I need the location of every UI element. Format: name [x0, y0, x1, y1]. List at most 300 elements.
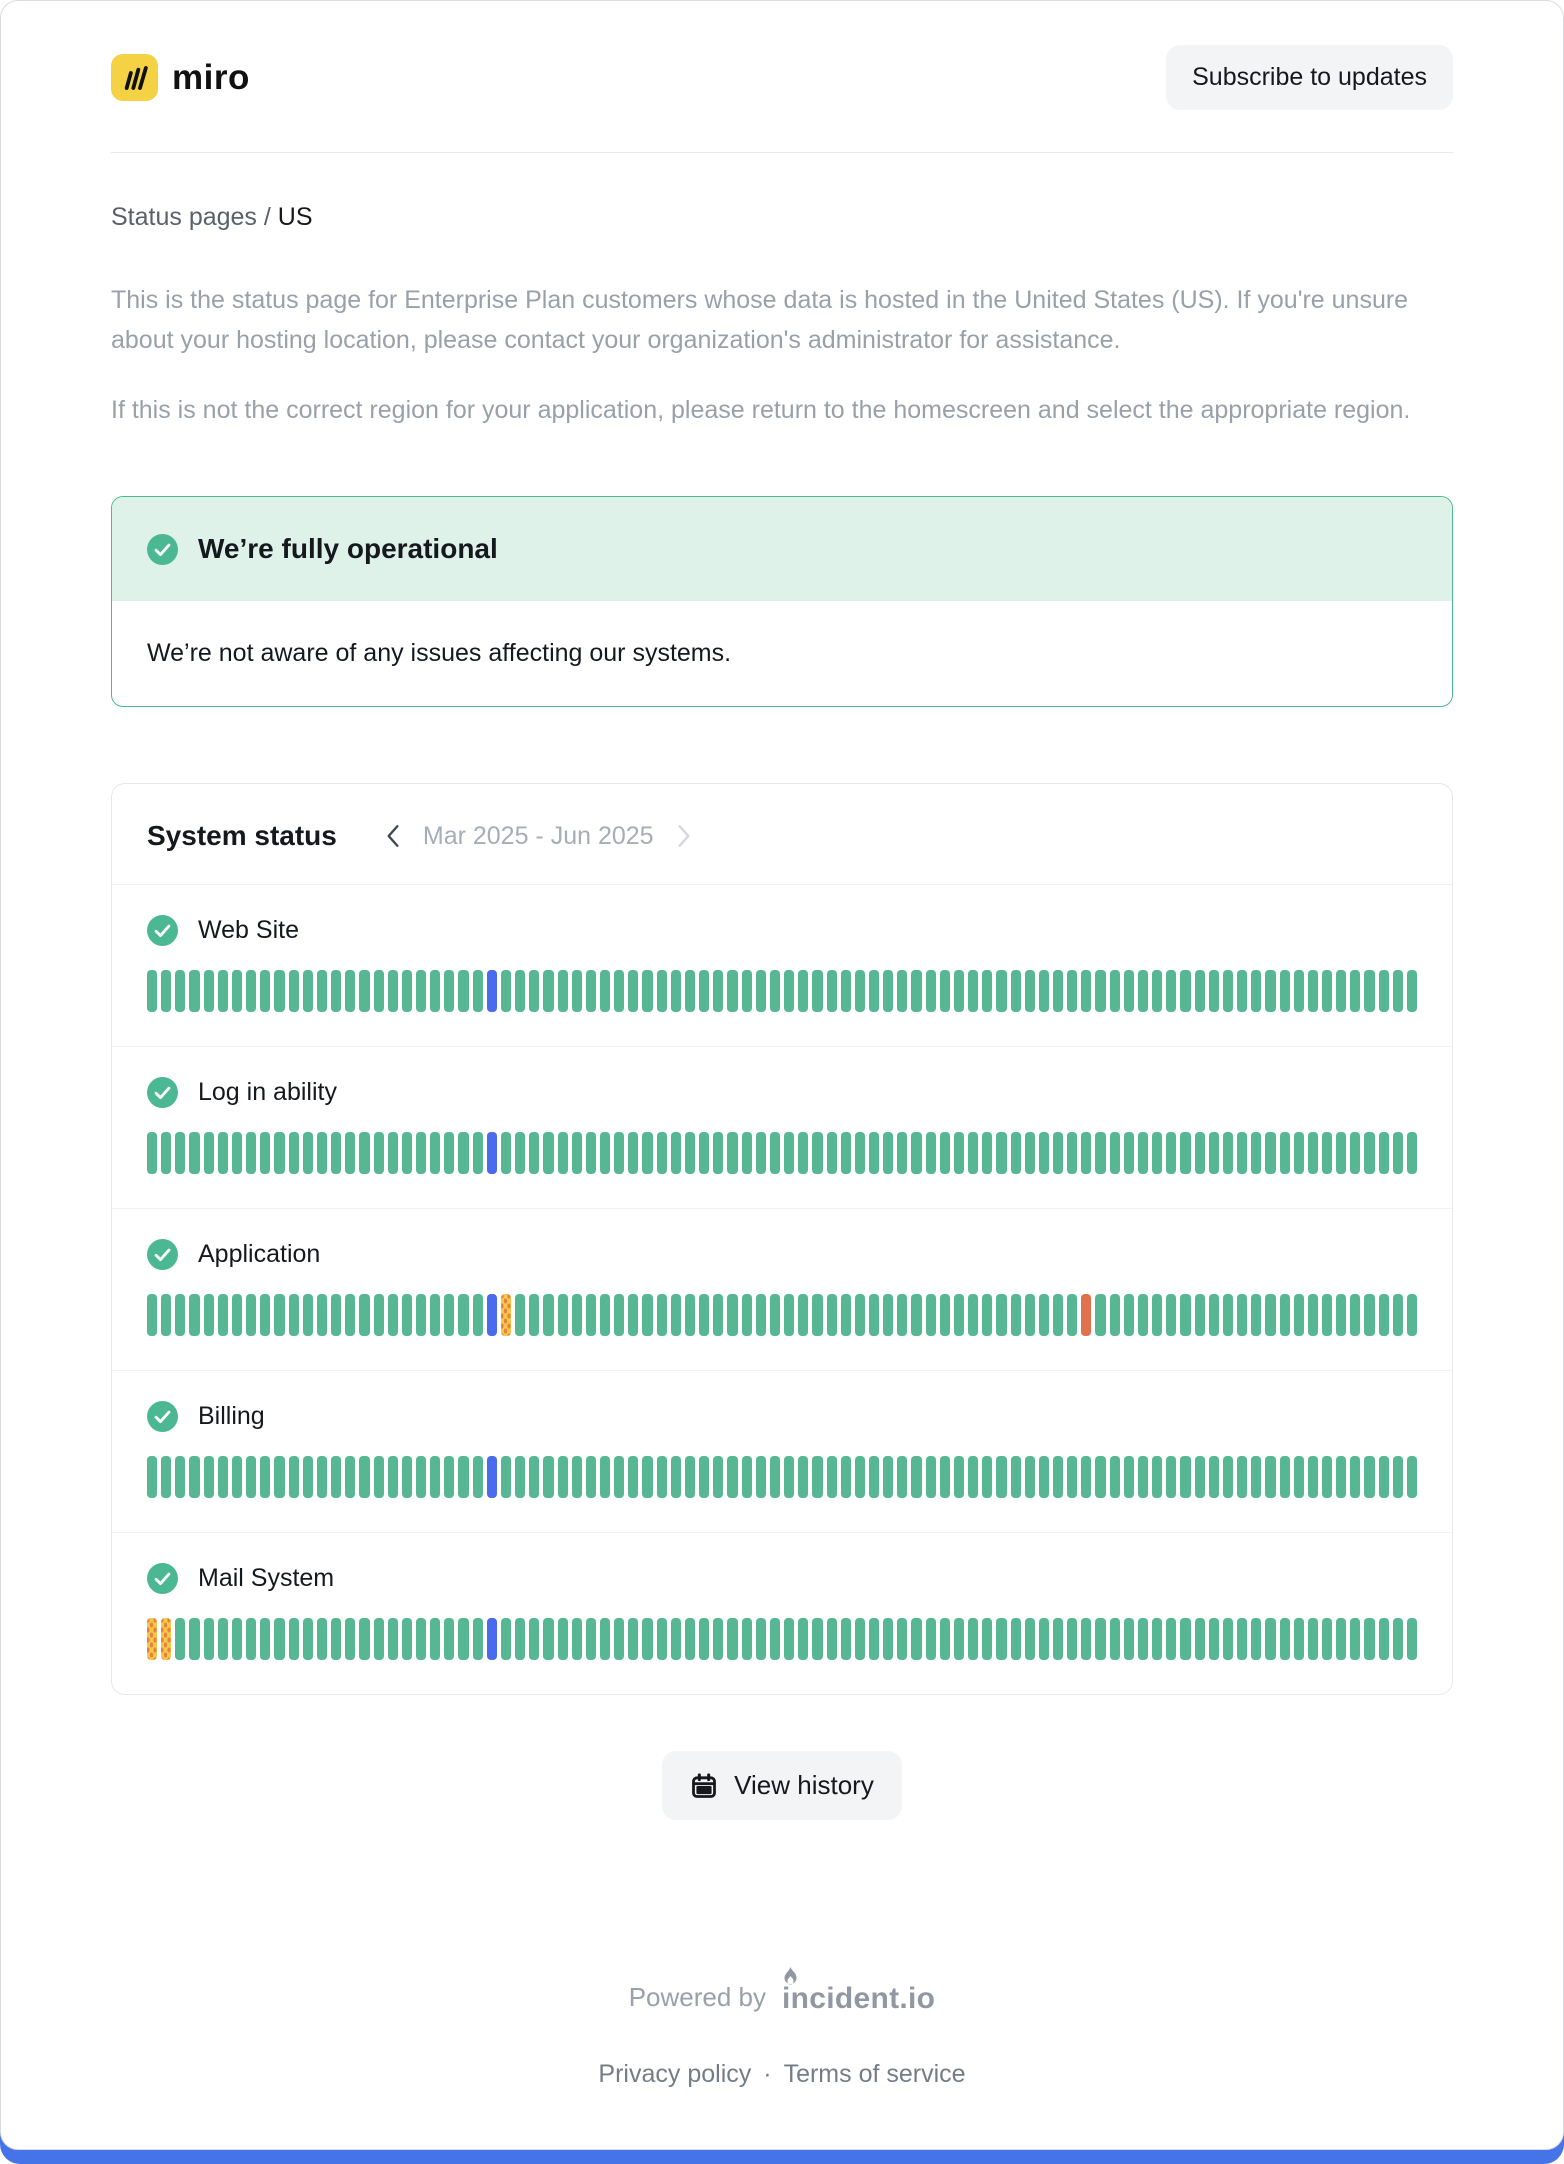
- uptime-bar[interactable]: [274, 1132, 284, 1174]
- uptime-bar[interactable]: [345, 1132, 355, 1174]
- uptime-bar[interactable]: [1067, 1456, 1077, 1498]
- uptime-bar[interactable]: [501, 1456, 511, 1498]
- uptime-bar[interactable]: [1166, 1132, 1176, 1174]
- uptime-bar[interactable]: [1294, 1132, 1304, 1174]
- uptime-bar[interactable]: [1152, 1132, 1162, 1174]
- uptime-bar[interactable]: [756, 1132, 766, 1174]
- uptime-bar[interactable]: [827, 1618, 837, 1660]
- uptime-bar[interactable]: [770, 970, 780, 1012]
- uptime-bar[interactable]: [926, 970, 936, 1012]
- uptime-bar[interactable]: [940, 1132, 950, 1174]
- uptime-bar[interactable]: [1180, 1132, 1190, 1174]
- uptime-bar[interactable]: [982, 1132, 992, 1174]
- uptime-bar[interactable]: [968, 1132, 978, 1174]
- uptime-bar[interactable]: [841, 1456, 851, 1498]
- uptime-bar[interactable]: [784, 970, 794, 1012]
- uptime-bar[interactable]: [614, 1132, 624, 1174]
- uptime-bar[interactable]: [388, 1618, 398, 1660]
- uptime-bar[interactable]: [147, 970, 157, 1012]
- uptime-bar[interactable]: [614, 1618, 624, 1660]
- uptime-bar[interactable]: [558, 1456, 568, 1498]
- uptime-bar[interactable]: [345, 1294, 355, 1336]
- uptime-bar[interactable]: [1364, 1294, 1374, 1336]
- uptime-bar[interactable]: [855, 1456, 865, 1498]
- uptime-bar[interactable]: [1180, 970, 1190, 1012]
- uptime-bar[interactable]: [827, 1294, 837, 1336]
- uptime-bar[interactable]: [416, 970, 426, 1012]
- uptime-bar[interactable]: [487, 970, 497, 1012]
- uptime-bar[interactable]: [303, 1132, 313, 1174]
- uptime-bar[interactable]: [1308, 970, 1318, 1012]
- uptime-bar[interactable]: [996, 1294, 1006, 1336]
- uptime-bar[interactable]: [869, 1456, 879, 1498]
- uptime-bar[interactable]: [926, 1618, 936, 1660]
- uptime-bar[interactable]: [1379, 1132, 1389, 1174]
- uptime-bar[interactable]: [713, 1618, 723, 1660]
- uptime-bar[interactable]: [1251, 970, 1261, 1012]
- uptime-bar[interactable]: [543, 1132, 553, 1174]
- uptime-bar[interactable]: [798, 1456, 808, 1498]
- uptime-bar[interactable]: [1265, 1618, 1275, 1660]
- uptime-bar[interactable]: [954, 1294, 964, 1336]
- uptime-bar[interactable]: [897, 1294, 907, 1336]
- uptime-bar[interactable]: [841, 970, 851, 1012]
- uptime-bar[interactable]: [444, 970, 454, 1012]
- uptime-bar[interactable]: [218, 970, 228, 1012]
- view-history-button[interactable]: [662, 1751, 902, 1820]
- uptime-bar[interactable]: [1393, 1618, 1403, 1660]
- uptime-bar[interactable]: [657, 1456, 667, 1498]
- uptime-bar[interactable]: [1280, 1294, 1290, 1336]
- uptime-bar[interactable]: [699, 1456, 709, 1498]
- uptime-bar[interactable]: [189, 1456, 199, 1498]
- uptime-bar[interactable]: [841, 1618, 851, 1660]
- uptime-bar[interactable]: [756, 1456, 766, 1498]
- uptime-bar[interactable]: [458, 1132, 468, 1174]
- uptime-bar[interactable]: [600, 1294, 610, 1336]
- uptime-bar[interactable]: [1223, 1132, 1233, 1174]
- uptime-bar[interactable]: [1152, 1294, 1162, 1336]
- uptime-bar[interactable]: [558, 1294, 568, 1336]
- uptime-bar[interactable]: [812, 1456, 822, 1498]
- uptime-bar[interactable]: [416, 1132, 426, 1174]
- uptime-bar[interactable]: [954, 1456, 964, 1498]
- uptime-bar[interactable]: [1110, 1294, 1120, 1336]
- uptime-bar[interactable]: [1039, 1132, 1049, 1174]
- uptime-bar[interactable]: [1209, 1132, 1219, 1174]
- uptime-bar[interactable]: [1110, 1132, 1120, 1174]
- uptime-bar[interactable]: [1350, 970, 1360, 1012]
- uptime-bar[interactable]: [246, 1456, 256, 1498]
- uptime-bar[interactable]: [1124, 1132, 1134, 1174]
- uptime-bar[interactable]: [444, 1294, 454, 1336]
- uptime-bar[interactable]: [996, 1618, 1006, 1660]
- uptime-bar[interactable]: [246, 1294, 256, 1336]
- uptime-bar[interactable]: [798, 1294, 808, 1336]
- uptime-bar[interactable]: [911, 970, 921, 1012]
- uptime-bar[interactable]: [1138, 1456, 1148, 1498]
- uptime-bar[interactable]: [1308, 1456, 1318, 1498]
- uptime-bar[interactable]: [274, 1294, 284, 1336]
- uptime-bar[interactable]: [289, 970, 299, 1012]
- uptime-bar[interactable]: [515, 1132, 525, 1174]
- uptime-bar[interactable]: [642, 1618, 652, 1660]
- uptime-bar[interactable]: [770, 1294, 780, 1336]
- uptime-bar[interactable]: [1095, 1456, 1105, 1498]
- uptime-bar[interactable]: [303, 1618, 313, 1660]
- uptime-bar[interactable]: [1209, 1294, 1219, 1336]
- uptime-bar[interactable]: [1195, 1618, 1205, 1660]
- uptime-bar[interactable]: [982, 1294, 992, 1336]
- uptime-bar[interactable]: [742, 1294, 752, 1336]
- uptime-bar[interactable]: [388, 1456, 398, 1498]
- uptime-bar[interactable]: [1067, 1132, 1077, 1174]
- uptime-bar[interactable]: [1265, 1132, 1275, 1174]
- uptime-bar[interactable]: [982, 1618, 992, 1660]
- uptime-bar[interactable]: [628, 1132, 638, 1174]
- uptime-bar[interactable]: [175, 1456, 185, 1498]
- uptime-bar[interactable]: [926, 1294, 936, 1336]
- uptime-bar[interactable]: [1379, 970, 1389, 1012]
- uptime-bar[interactable]: [1237, 1618, 1247, 1660]
- uptime-bar[interactable]: [1138, 970, 1148, 1012]
- uptime-bar[interactable]: [841, 1132, 851, 1174]
- uptime-bar[interactable]: [742, 1456, 752, 1498]
- uptime-bar[interactable]: [1379, 1618, 1389, 1660]
- uptime-bar[interactable]: [727, 1132, 737, 1174]
- uptime-bar[interactable]: [161, 970, 171, 1012]
- uptime-bar[interactable]: [968, 1456, 978, 1498]
- uptime-bar[interactable]: [996, 1456, 1006, 1498]
- uptime-bar[interactable]: [770, 1132, 780, 1174]
- uptime-bar[interactable]: [374, 970, 384, 1012]
- uptime-bar[interactable]: [1138, 1132, 1148, 1174]
- uptime-bar[interactable]: [289, 1294, 299, 1336]
- uptime-bar[interactable]: [713, 1456, 723, 1498]
- uptime-bar[interactable]: [1039, 1294, 1049, 1336]
- uptime-bar[interactable]: [628, 1294, 638, 1336]
- uptime-bar[interactable]: [1251, 1132, 1261, 1174]
- uptime-bar[interactable]: [614, 970, 624, 1012]
- uptime-bar[interactable]: [317, 1294, 327, 1336]
- uptime-bar[interactable]: [1166, 1294, 1176, 1336]
- uptime-bar[interactable]: [331, 1456, 341, 1498]
- uptime-bar[interactable]: [1280, 1132, 1290, 1174]
- uptime-bar[interactable]: [671, 1132, 681, 1174]
- uptime-bar[interactable]: [246, 1132, 256, 1174]
- uptime-bar[interactable]: [161, 1132, 171, 1174]
- uptime-bar[interactable]: [543, 970, 553, 1012]
- uptime-bar[interactable]: [883, 1456, 893, 1498]
- uptime-bar[interactable]: [1407, 1294, 1417, 1336]
- uptime-bar[interactable]: [1152, 1456, 1162, 1498]
- uptime-bar[interactable]: [926, 1132, 936, 1174]
- uptime-bar[interactable]: [260, 1618, 270, 1660]
- uptime-bar[interactable]: [161, 1618, 171, 1660]
- uptime-bar[interactable]: [515, 970, 525, 1012]
- uptime-bar[interactable]: [232, 970, 242, 1012]
- uptime-bar[interactable]: [572, 1132, 582, 1174]
- uptime-bar[interactable]: [600, 1456, 610, 1498]
- uptime-bar[interactable]: [260, 1294, 270, 1336]
- uptime-bar[interactable]: [586, 1294, 596, 1336]
- uptime-bar[interactable]: [1294, 970, 1304, 1012]
- uptime-bar[interactable]: [402, 1294, 412, 1336]
- uptime-bar[interactable]: [402, 1456, 412, 1498]
- uptime-bar[interactable]: [473, 1456, 483, 1498]
- uptime-bar[interactable]: [1124, 1618, 1134, 1660]
- uptime-bar[interactable]: [430, 970, 440, 1012]
- uptime-bar[interactable]: [189, 1294, 199, 1336]
- uptime-bar[interactable]: [1237, 1456, 1247, 1498]
- uptime-bar[interactable]: [1124, 970, 1134, 1012]
- uptime-bar[interactable]: [699, 1618, 709, 1660]
- uptime-bar[interactable]: [1209, 970, 1219, 1012]
- uptime-bar[interactable]: [1195, 970, 1205, 1012]
- uptime-bar[interactable]: [1322, 1618, 1332, 1660]
- uptime-bar[interactable]: [628, 1456, 638, 1498]
- previous-range-button[interactable]: [381, 821, 405, 851]
- uptime-bar[interactable]: [529, 1132, 539, 1174]
- uptime-bar[interactable]: [1407, 1618, 1417, 1660]
- uptime-bar[interactable]: [246, 1618, 256, 1660]
- uptime-bar[interactable]: [388, 1132, 398, 1174]
- uptime-bar[interactable]: [756, 1294, 766, 1336]
- uptime-bar[interactable]: [869, 1618, 879, 1660]
- uptime-bar[interactable]: [359, 1618, 369, 1660]
- uptime-bar[interactable]: [642, 970, 652, 1012]
- uptime-bar[interactable]: [1124, 1294, 1134, 1336]
- uptime-bar[interactable]: [572, 1456, 582, 1498]
- uptime-bar[interactable]: [1180, 1456, 1190, 1498]
- uptime-bar[interactable]: [1138, 1294, 1148, 1336]
- uptime-bar[interactable]: [1223, 970, 1233, 1012]
- uptime-bar[interactable]: [657, 970, 667, 1012]
- brand-logo[interactable]: [111, 54, 250, 101]
- uptime-bar[interactable]: [812, 970, 822, 1012]
- uptime-bar[interactable]: [1336, 1456, 1346, 1498]
- uptime-bar[interactable]: [642, 1132, 652, 1174]
- uptime-bar[interactable]: [1350, 1294, 1360, 1336]
- uptime-bar[interactable]: [628, 1618, 638, 1660]
- breadcrumb-section-link[interactable]: Status pages: [111, 203, 257, 231]
- uptime-bar[interactable]: [1081, 970, 1091, 1012]
- uptime-bar[interactable]: [289, 1456, 299, 1498]
- uptime-bar[interactable]: [501, 970, 511, 1012]
- uptime-bar[interactable]: [501, 1294, 511, 1336]
- uptime-bar[interactable]: [473, 1294, 483, 1336]
- uptime-bar[interactable]: [473, 1618, 483, 1660]
- uptime-bar[interactable]: [147, 1294, 157, 1336]
- uptime-bar[interactable]: [827, 970, 837, 1012]
- uptime-bar[interactable]: [204, 970, 214, 1012]
- subscribe-button[interactable]: Subscribe to updates: [1166, 45, 1453, 110]
- uptime-bar[interactable]: [586, 1618, 596, 1660]
- uptime-bar[interactable]: [968, 1294, 978, 1336]
- uptime-bar[interactable]: [1025, 1294, 1035, 1336]
- uptime-bar[interactable]: [1110, 970, 1120, 1012]
- uptime-bar[interactable]: [685, 1456, 695, 1498]
- uptime-bar[interactable]: [1223, 1294, 1233, 1336]
- uptime-bar[interactable]: [855, 970, 865, 1012]
- terms-of-service-link[interactable]: Terms of service: [783, 2060, 966, 2088]
- uptime-bar[interactable]: [1364, 970, 1374, 1012]
- uptime-bar[interactable]: [458, 1456, 468, 1498]
- uptime-bar[interactable]: [1124, 1456, 1134, 1498]
- uptime-bar[interactable]: [260, 970, 270, 1012]
- uptime-bar[interactable]: [487, 1132, 497, 1174]
- uptime-bar[interactable]: [671, 1294, 681, 1336]
- uptime-bar[interactable]: [1067, 970, 1077, 1012]
- uptime-bar[interactable]: [218, 1456, 228, 1498]
- uptime-bar[interactable]: [1280, 970, 1290, 1012]
- uptime-bar[interactable]: [1053, 970, 1063, 1012]
- uptime-bar[interactable]: [827, 1456, 837, 1498]
- uptime-bar[interactable]: [331, 1132, 341, 1174]
- uptime-bar[interactable]: [1407, 1132, 1417, 1174]
- uptime-bar[interactable]: [940, 1456, 950, 1498]
- uptime-bar[interactable]: [359, 1456, 369, 1498]
- uptime-bar[interactable]: [1081, 1132, 1091, 1174]
- uptime-bar[interactable]: [1393, 1132, 1403, 1174]
- uptime-bar[interactable]: [1110, 1456, 1120, 1498]
- uptime-bar[interactable]: [1265, 1294, 1275, 1336]
- uptime-bar[interactable]: [1350, 1132, 1360, 1174]
- uptime-bar[interactable]: [359, 1132, 369, 1174]
- uptime-bar[interactable]: [543, 1618, 553, 1660]
- uptime-bar[interactable]: [501, 1618, 511, 1660]
- uptime-bar[interactable]: [189, 1618, 199, 1660]
- uptime-bar[interactable]: [1166, 970, 1176, 1012]
- uptime-bar[interactable]: [940, 1618, 950, 1660]
- uptime-bar[interactable]: [1265, 1456, 1275, 1498]
- uptime-bar[interactable]: [982, 970, 992, 1012]
- uptime-bar[interactable]: [416, 1294, 426, 1336]
- uptime-bar[interactable]: [1251, 1456, 1261, 1498]
- uptime-bar[interactable]: [1081, 1456, 1091, 1498]
- uptime-bar[interactable]: [657, 1132, 667, 1174]
- uptime-bar[interactable]: [572, 970, 582, 1012]
- uptime-bar[interactable]: [1025, 1456, 1035, 1498]
- uptime-bar[interactable]: [1280, 1618, 1290, 1660]
- uptime-bar[interactable]: [926, 1456, 936, 1498]
- uptime-bar[interactable]: [458, 1618, 468, 1660]
- uptime-bar[interactable]: [515, 1618, 525, 1660]
- uptime-bar[interactable]: [1195, 1132, 1205, 1174]
- uptime-bar[interactable]: [204, 1456, 214, 1498]
- uptime-bar[interactable]: [1025, 1618, 1035, 1660]
- uptime-bar[interactable]: [1393, 1456, 1403, 1498]
- uptime-bar[interactable]: [1053, 1456, 1063, 1498]
- privacy-policy-link[interactable]: Privacy policy: [598, 2060, 752, 2088]
- uptime-bar[interactable]: [1265, 970, 1275, 1012]
- uptime-bar[interactable]: [1350, 1618, 1360, 1660]
- uptime-bar[interactable]: [359, 1294, 369, 1336]
- uptime-bar[interactable]: [232, 1132, 242, 1174]
- uptime-bar[interactable]: [742, 1618, 752, 1660]
- uptime-bar[interactable]: [699, 1294, 709, 1336]
- uptime-bar[interactable]: [1025, 1132, 1035, 1174]
- uptime-bar[interactable]: [543, 1456, 553, 1498]
- uptime-bar[interactable]: [855, 1132, 865, 1174]
- uptime-bar[interactable]: [175, 970, 185, 1012]
- uptime-bar[interactable]: [1095, 1132, 1105, 1174]
- uptime-bar[interactable]: [770, 1456, 780, 1498]
- uptime-bar[interactable]: [1308, 1132, 1318, 1174]
- uptime-bar[interactable]: [1280, 1456, 1290, 1498]
- uptime-bar[interactable]: [1011, 970, 1021, 1012]
- uptime-bar[interactable]: [458, 1294, 468, 1336]
- uptime-bar[interactable]: [175, 1132, 185, 1174]
- uptime-bar[interactable]: [204, 1294, 214, 1336]
- uptime-bar[interactable]: [1209, 1618, 1219, 1660]
- uptime-bar[interactable]: [1379, 1456, 1389, 1498]
- uptime-bar[interactable]: [1350, 1456, 1360, 1498]
- uptime-bar[interactable]: [911, 1456, 921, 1498]
- uptime-bar[interactable]: [841, 1294, 851, 1336]
- uptime-bar[interactable]: [954, 1618, 964, 1660]
- uptime-bar[interactable]: [897, 1618, 907, 1660]
- uptime-bar[interactable]: [260, 1456, 270, 1498]
- incident-io-logo[interactable]: [782, 1978, 935, 2016]
- uptime-bar[interactable]: [897, 1132, 907, 1174]
- uptime-bar[interactable]: [204, 1132, 214, 1174]
- uptime-bar[interactable]: [954, 970, 964, 1012]
- uptime-bar[interactable]: [883, 1294, 893, 1336]
- uptime-bar[interactable]: [303, 970, 313, 1012]
- uptime-bar[interactable]: [1407, 970, 1417, 1012]
- uptime-bar[interactable]: [897, 1456, 907, 1498]
- uptime-bar[interactable]: [1166, 1456, 1176, 1498]
- uptime-bar[interactable]: [529, 970, 539, 1012]
- uptime-bar[interactable]: [713, 1294, 723, 1336]
- uptime-bar[interactable]: [1081, 1618, 1091, 1660]
- uptime-bar[interactable]: [685, 1294, 695, 1336]
- uptime-bar[interactable]: [685, 1618, 695, 1660]
- uptime-bar[interactable]: [897, 970, 907, 1012]
- uptime-bar[interactable]: [642, 1456, 652, 1498]
- uptime-bar[interactable]: [869, 970, 879, 1012]
- uptime-bar[interactable]: [444, 1132, 454, 1174]
- uptime-bar[interactable]: [855, 1294, 865, 1336]
- uptime-bar[interactable]: [1011, 1618, 1021, 1660]
- uptime-bar[interactable]: [883, 1132, 893, 1174]
- uptime-bar[interactable]: [274, 1456, 284, 1498]
- uptime-bar[interactable]: [1379, 1294, 1389, 1336]
- uptime-bar[interactable]: [784, 1618, 794, 1660]
- uptime-bar[interactable]: [1336, 1294, 1346, 1336]
- uptime-bar[interactable]: [1251, 1618, 1261, 1660]
- uptime-bar[interactable]: [1364, 1618, 1374, 1660]
- uptime-bar[interactable]: [487, 1456, 497, 1498]
- uptime-bar[interactable]: [713, 970, 723, 1012]
- uptime-bar[interactable]: [1011, 1456, 1021, 1498]
- uptime-bar[interactable]: [218, 1618, 228, 1660]
- uptime-bar[interactable]: [1053, 1294, 1063, 1336]
- uptime-bar[interactable]: [529, 1294, 539, 1336]
- uptime-bar[interactable]: [727, 1294, 737, 1336]
- uptime-bar[interactable]: [1294, 1294, 1304, 1336]
- uptime-bar[interactable]: [812, 1132, 822, 1174]
- uptime-bar[interactable]: [911, 1132, 921, 1174]
- uptime-bar[interactable]: [586, 1456, 596, 1498]
- uptime-bar[interactable]: [713, 1132, 723, 1174]
- uptime-bar[interactable]: [1223, 1618, 1233, 1660]
- uptime-bar[interactable]: [487, 1618, 497, 1660]
- uptime-bar[interactable]: [204, 1618, 214, 1660]
- uptime-bar[interactable]: [996, 970, 1006, 1012]
- uptime-bar[interactable]: [260, 1132, 270, 1174]
